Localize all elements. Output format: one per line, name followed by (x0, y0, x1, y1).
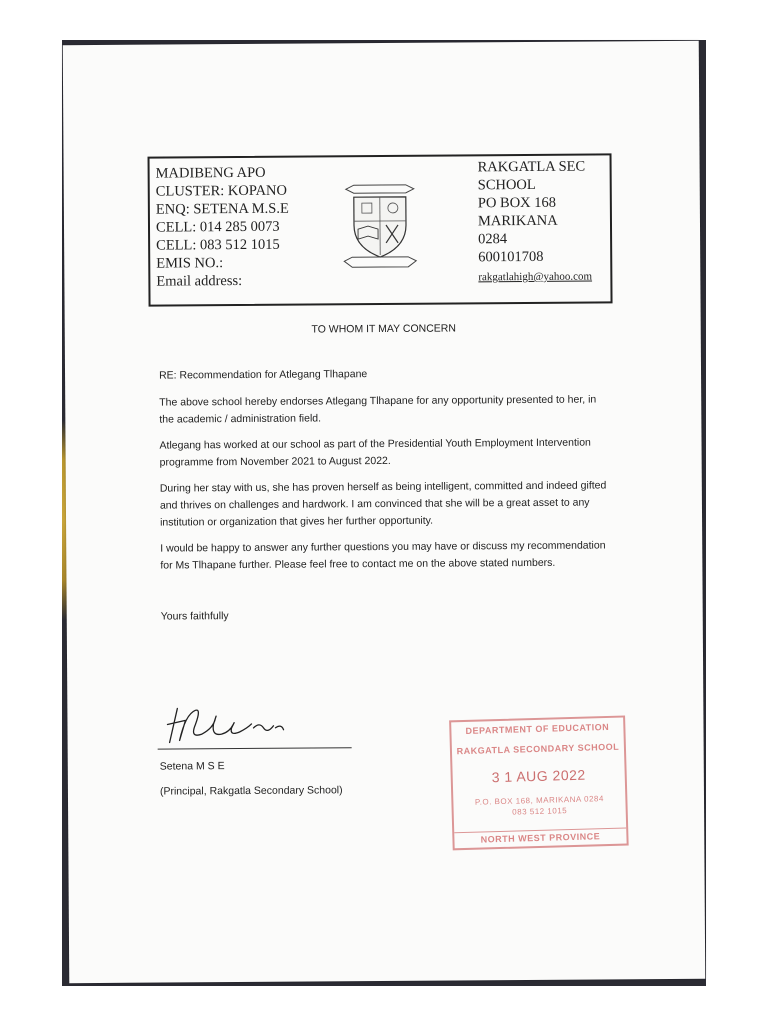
letterhead-left-line: CELL: 014 285 0073 (155, 218, 280, 236)
letter-heading: TO WHOM IT MAY CONCERN (311, 322, 456, 336)
stamp-line: 083 512 1015 (512, 806, 568, 817)
letter-body (159, 319, 611, 625)
signer-name: Setena M S E (159, 760, 225, 773)
letter-paragraph: I would be happy to answer any further questions you may have or discuss my recommendation for Ms Tlhapane further. Please feel free to contact me on the above stated numbers. (160, 539, 606, 572)
stamp-date: 3 1 AUG 2022 (491, 766, 586, 786)
letterhead-left-line: CELL: 083 512 1015 (156, 236, 280, 254)
letterhead-right-line: PO BOX 168 (477, 194, 557, 212)
letter-paragraph: The above school hereby endorses Atlegang Tlhapane for any opportunity presented to her, in the academic / administration field. (159, 393, 597, 426)
letter-paper (63, 41, 706, 983)
letterhead-email: rakgatlahigh@yahoo.com (478, 270, 593, 284)
letterhead-right-line: SCHOOL (477, 176, 536, 194)
letterhead-right (478, 158, 593, 287)
letterhead-right-line: 600101708 (478, 248, 544, 266)
letterhead-left-line: EMIS NO.: (156, 255, 224, 272)
handwritten-signature (155, 693, 355, 754)
letter-paragraph: During her stay with us, she has proven herself as being intelligent, committed and indeed gifted and thrives on challenges and hardwork. I am convinced that she will be a great asset to any institution or organization that gives her further opportunity. (159, 479, 607, 529)
re-line: RE: Recommendation for Atlegang Tlhapane (159, 368, 368, 382)
stamp-line: P.O. BOX 168, MARIKANA 0284 (474, 794, 604, 807)
letterhead-left-line: Email address: (156, 272, 243, 290)
closing-salutation: Yours faithfully (160, 610, 229, 623)
stamp-line: NORTH WEST PROVINCE (454, 828, 626, 846)
school-crest-icon (340, 181, 421, 272)
letterhead-right-line: RAKGATLA SEC (477, 158, 586, 176)
letterhead-left-line: ENQ: SETENA M.S.E (155, 200, 289, 218)
stamp-line: RAKGATLA SECONDARY SCHOOL (456, 741, 620, 757)
letterhead-left (156, 164, 290, 291)
letterhead-left-line: MADIBENG APO (155, 164, 266, 182)
letterhead-right-line: MARIKANA (477, 212, 558, 230)
letter-paragraph: Atlegang has worked at our school as part of the Presidential Youth Employment Intervention programme from November 2021 to August 2022. (159, 436, 591, 469)
letterhead-right-line: 0284 (478, 231, 508, 248)
signer-title: (Principal, Rakgatla Secondary School) (159, 784, 343, 798)
letterhead-left-line: CLUSTER: KOPANO (155, 182, 288, 200)
stamp-line: DEPARTMENT OF EDUCATION (465, 721, 610, 736)
official-stamp (449, 715, 629, 850)
letterhead-box (148, 153, 613, 306)
